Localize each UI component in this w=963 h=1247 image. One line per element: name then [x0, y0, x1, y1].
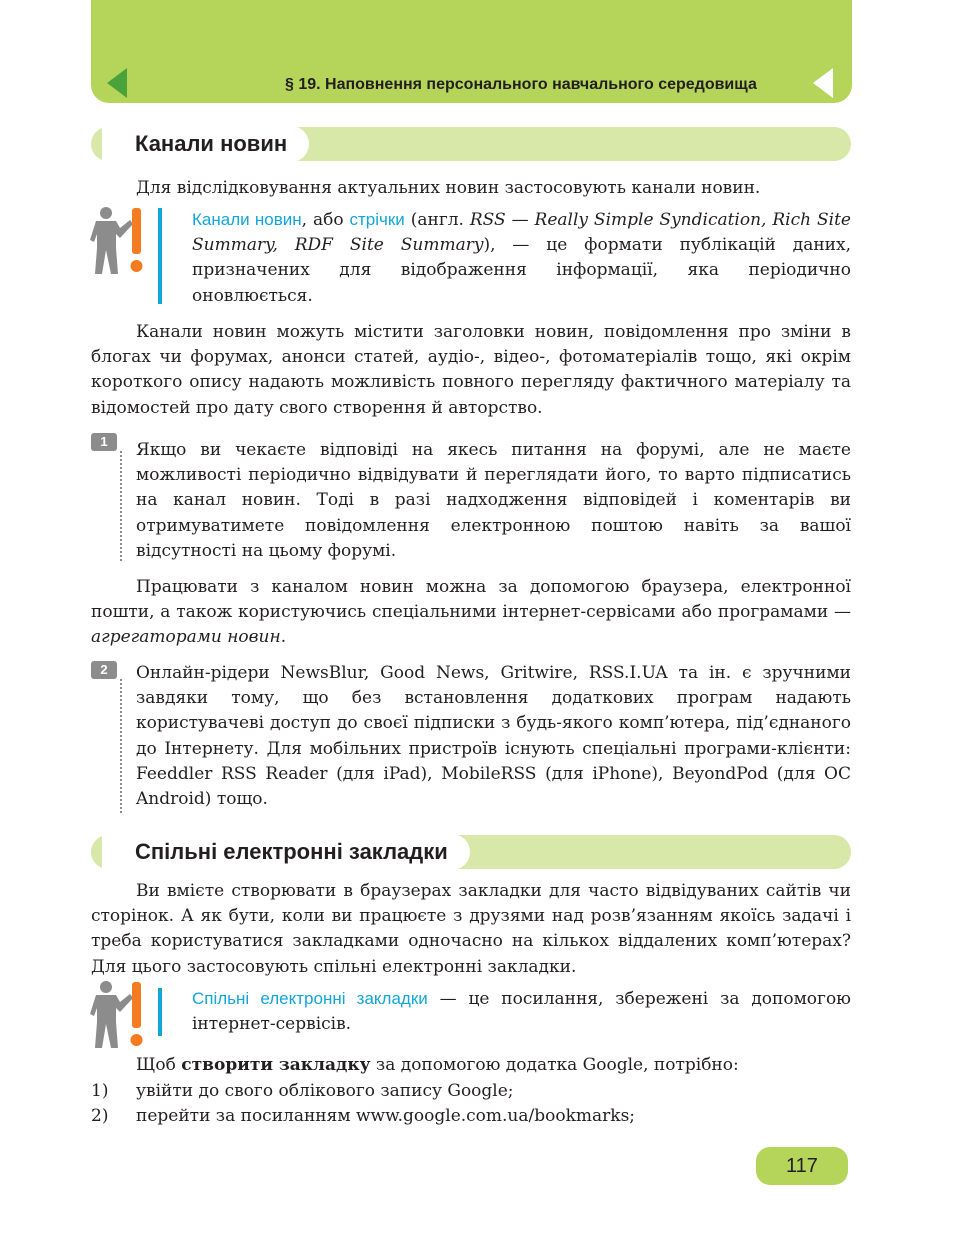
- create-bookmark-bold: створити закладку: [181, 1055, 371, 1075]
- triangle-left-icon: [813, 68, 833, 98]
- person-exclamation-icon: [90, 980, 146, 1050]
- triangle-left-icon: [107, 68, 127, 98]
- page-number: 117: [756, 1147, 848, 1185]
- example-2-text: Онлайн-рідери NewsBlur, Good News, Gritwire, RSS.I.UA та ін. є зручними завдяки тому, що без встановлення додаткових програм надають користувачеві доступ до своєї підписки з будь-якого комп’ютера, під’єднаного до Інтернету. Для мобільних пристроїв існують спеціальні програми-клієнти: Feeddler RSS Reader (для iPad), MobileRSS (для iPhone), BeyondPod (для ОС Android) тощо.: [136, 663, 851, 810]
- example-badge: 1: [91, 433, 117, 451]
- term-shared-bookmarks: Спільні електронні закладки: [192, 989, 428, 1008]
- list-text: увійти до свого облікового запису Google;: [136, 1081, 514, 1101]
- person-exclamation-icon: [90, 206, 146, 276]
- def-text-part: , або: [301, 210, 350, 230]
- example-1-text: Якщо ви чекаєте відповіді на якесь питання на форумі, але не маєте можливості періодично відвідувати й переглядати його, то варто підписатись на канал новин. Тоді в разі надходження відповідей і коментарів ви отримуватимете повідомлення електронною поштою навіть за вашої відсутності на цьому форумі.: [136, 440, 851, 561]
- def-text-part: ), — це формати публікацій даних, призначених для відображення інформації, яка періодично оновлюється.: [192, 235, 851, 306]
- def-text-part: — це посилання, збережені за допомогою інтернет-сервісів.: [192, 989, 851, 1035]
- list-text: перейти за посиланням www.google.com.ua/bookmarks;: [136, 1106, 636, 1126]
- english-terms: RSS — Really Simple Syndication, Rich Site Summary, RDF Site Summary: [192, 210, 851, 256]
- example-dotted-line: [120, 679, 122, 813]
- example-dotted-line: [120, 451, 122, 561]
- steps-intro: [91, 1053, 851, 1078]
- para-text-part: Щоб: [136, 1055, 182, 1075]
- term-news-feeds: Канали новин: [192, 210, 302, 229]
- term-feeds: стрічки: [349, 210, 405, 229]
- para-text-part: за допомогою додатка Google, потрібно:: [370, 1055, 739, 1075]
- section2-intro: Ви вмієте створювати в браузерах закладки для часто відвідуваних сайтів чи сторінок. А як бути, коли ви працюєте з друзями над розв’язанням якоїсь задачі і треба користуватися закладками одночасно на кількох віддалених комп’ютерах? Для цього застосовують спільні електронні закладки.: [91, 881, 851, 977]
- example-badge: 2: [91, 661, 117, 679]
- section1-intro: Для відслідковування актуальних новин застосовують канали новин.: [136, 178, 761, 198]
- section1-paragraph-2: Канали новин можуть містити заголовки новин, повідомлення про зміни в блогах чи форумах, анонси статей, аудіо-, відео-, фотоматеріалів тощо, які окрім короткого опису надають можливість повного перегляду фактичного матеріалу та відомостей про дату свого створення й авторство.: [91, 322, 851, 418]
- definition-rule: [158, 988, 162, 1036]
- para-text-part: .: [280, 627, 287, 648]
- list-item: [91, 1079, 851, 1104]
- chapter-title: § 19. Наповнення персонального навчального середовища: [285, 76, 757, 93]
- definition-shared-bookmarks: [192, 986, 851, 1037]
- section-heading: Канали новин: [102, 126, 309, 162]
- para-text-part: Працювати з каналом новин можна за допомогою браузера, електронної пошти, а також користуючись спеціальними інтернет-сервісами або програмами —: [91, 577, 851, 623]
- list-number: 1): [91, 1081, 109, 1101]
- definition-rss: [192, 207, 851, 309]
- list-item: [91, 1104, 851, 1129]
- def-text-part: (англ.: [404, 210, 470, 230]
- section1-paragraph-3: [91, 575, 851, 651]
- news-aggregators-term: агрегаторами новин: [91, 627, 281, 648]
- definition-rule: [158, 208, 162, 304]
- list-number: 2): [91, 1106, 109, 1126]
- section-heading: Спільні електронні закладки: [102, 834, 470, 870]
